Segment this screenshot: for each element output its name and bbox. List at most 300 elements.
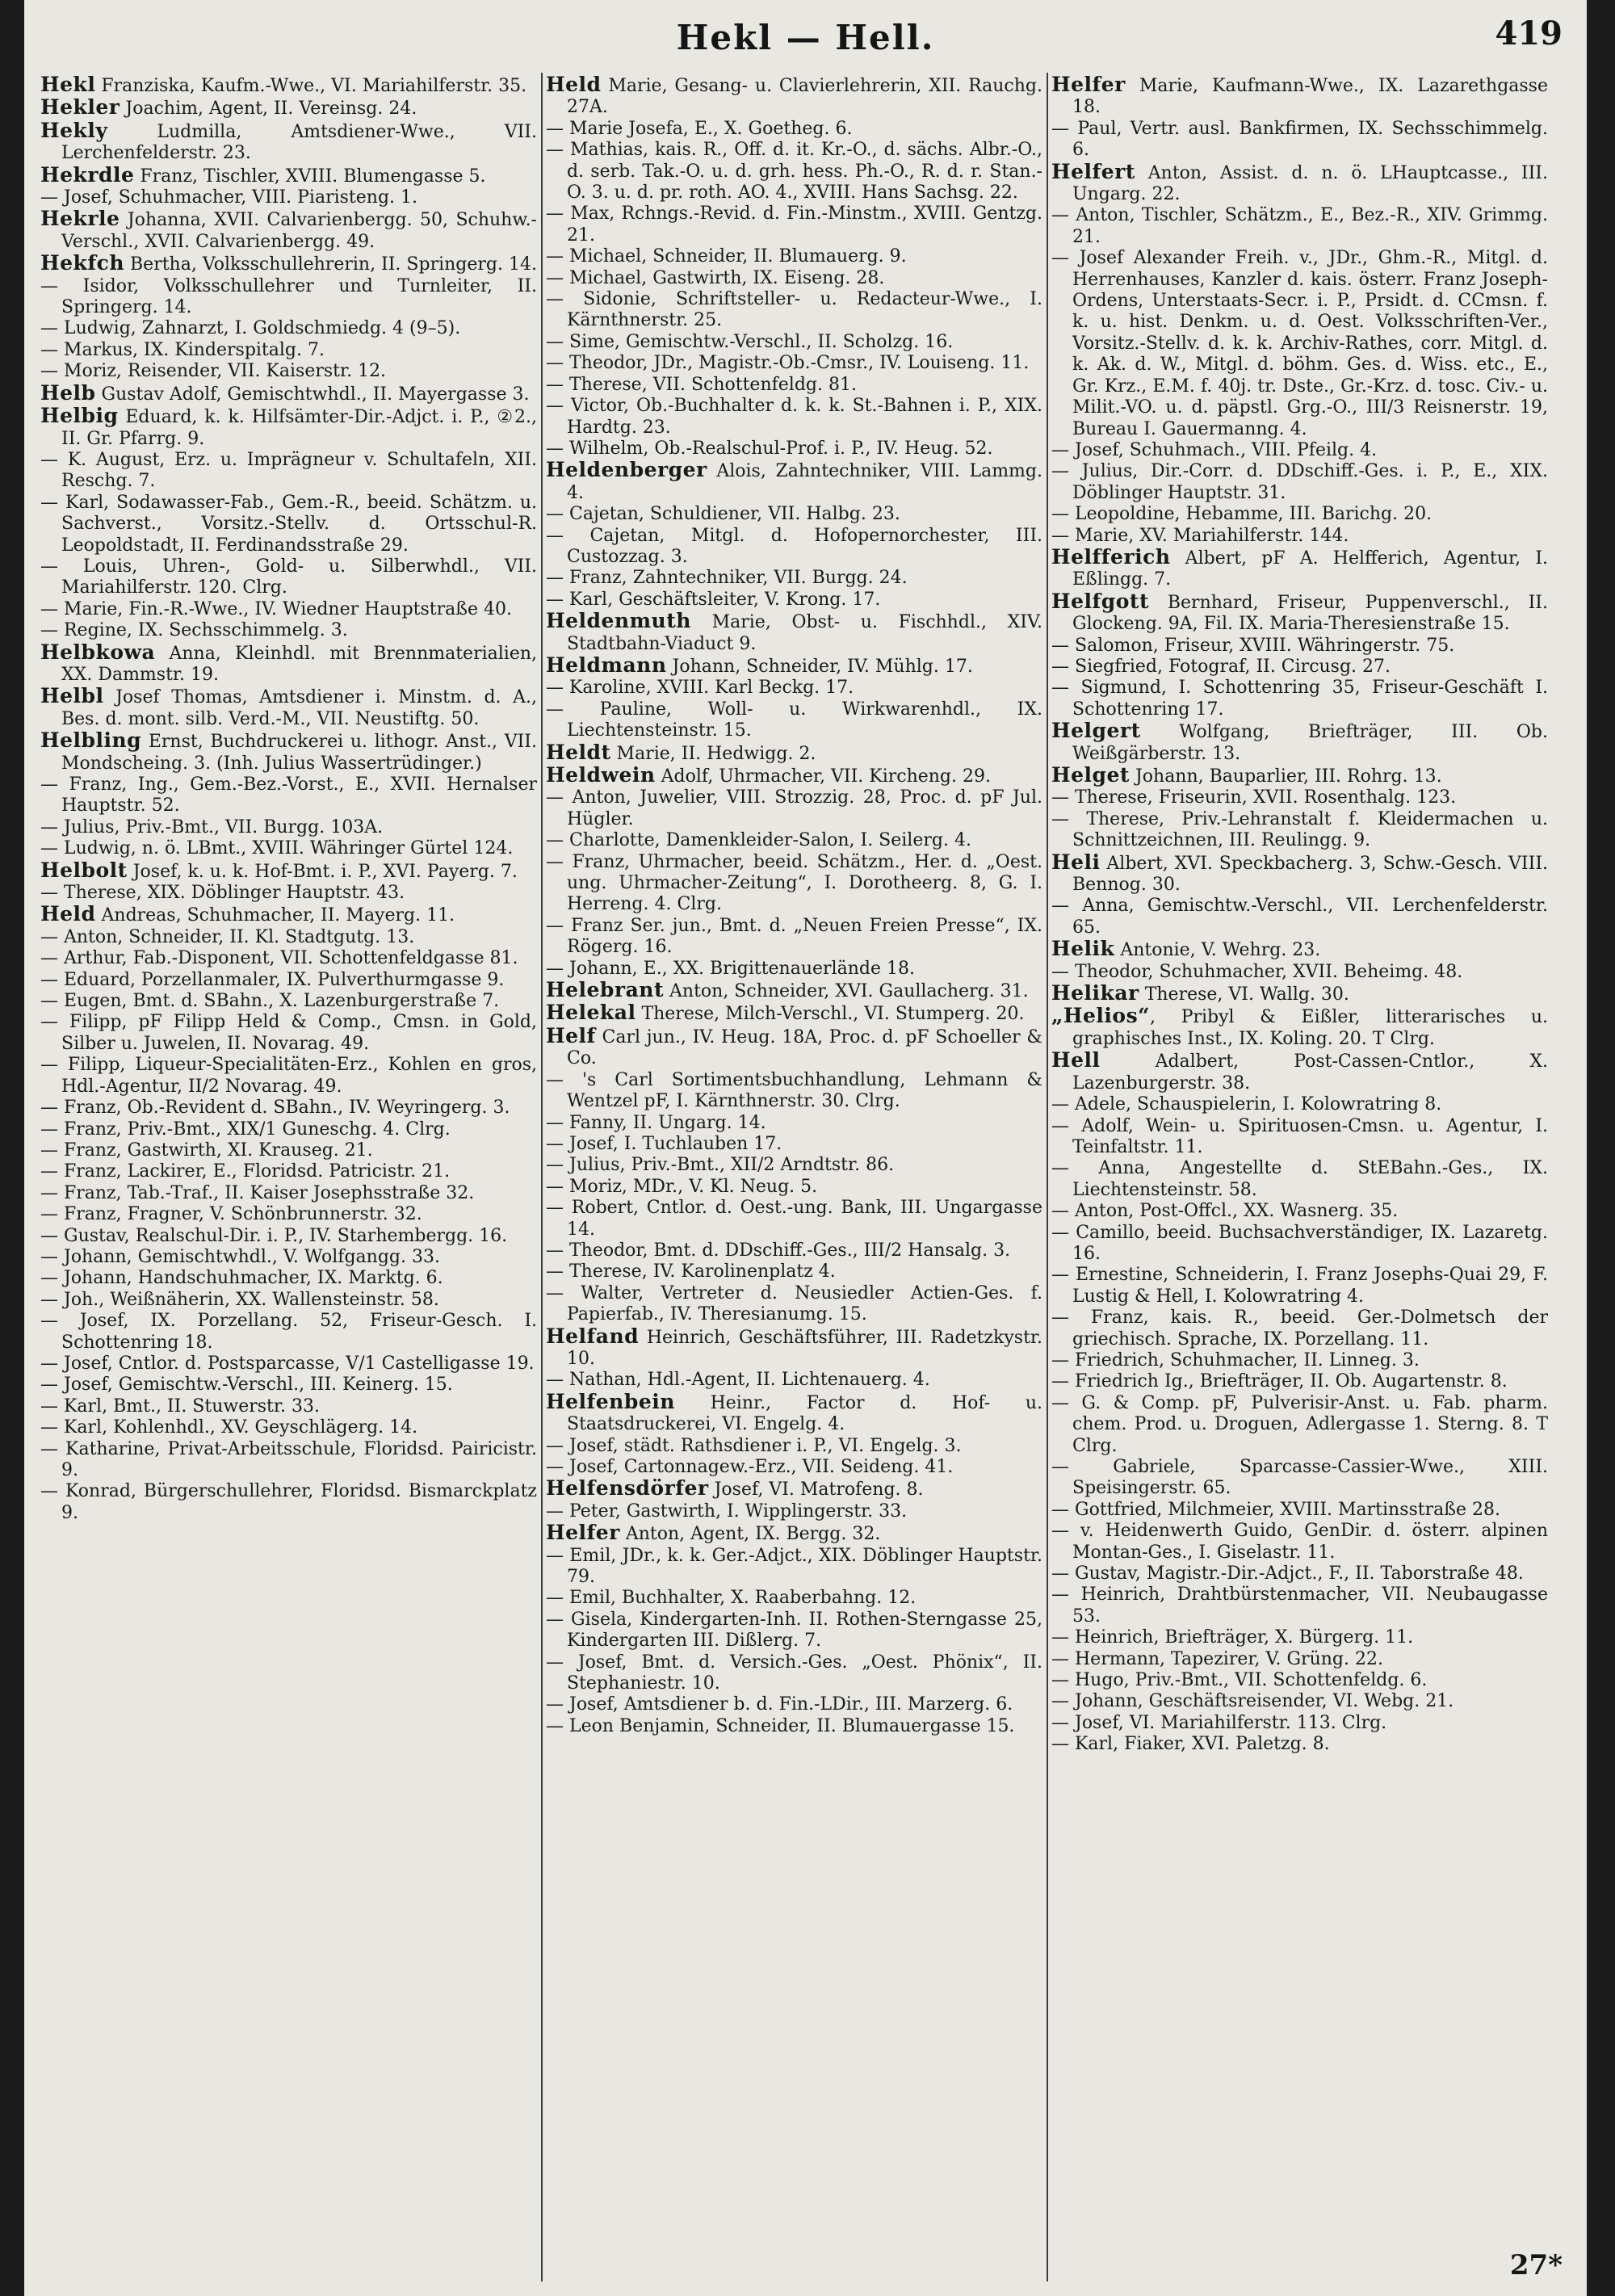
directory-entry (1051, 678, 1548, 720)
entry-text: — Therese, VII. Schottenfeldg. 81. (546, 374, 857, 395)
entry-text: — Michael, Schneider, II. Blumauerg. 9. (546, 246, 907, 267)
directory-entry (1051, 657, 1548, 678)
entry-surname: Helfenbein (546, 1389, 675, 1413)
entry-text: — Cajetan, Mitgl. d. Hofopernorchester, III. Custozzag. 3. (546, 525, 1042, 567)
entry-text: — Gustav, Realschul-Dir. i. P., IV. Starhembergg. 16. (40, 1225, 508, 1246)
entry-text: — Franz, Priv.-Bmt., XIX/1 Guneschg. 4. Clrg. (40, 1119, 451, 1140)
entry-text: — K. August, Erz. u. Imprägneur v. Schultafeln, XII. Reschg. 7. (40, 449, 537, 492)
directory-entry (546, 830, 1042, 851)
directory-entry (1051, 962, 1548, 983)
directory-entry (1051, 159, 1548, 206)
directory-entry (1051, 938, 1548, 961)
entry-surname: Helfert (1051, 159, 1135, 183)
entry-text: Johann, Bauparlier, III. Rohrg. 13. (1129, 766, 1442, 787)
entry-text: — Konrad, Bürgerschullehrer, Floridsd. Bismarckplatz 9. (40, 1481, 537, 1523)
directory-entry (546, 980, 1042, 1002)
entry-text: , Pribyl & Eißler, litterarisches u. graphisches Inst., IX. Koling. 20. T Clrg. (1072, 1007, 1548, 1049)
entry-text: — Karl, Kohlenhdl., XV. Geyschlägerg. 14. (40, 1417, 418, 1438)
entry-text: — Theodor, Schuhmacher, XVII. Beheimg. 48. (1051, 961, 1463, 982)
directory-entry (1051, 1005, 1548, 1050)
directory-entry (40, 74, 537, 97)
entry-text: — Cajetan, Schuldiener, VII. Halbg. 23. (546, 504, 900, 525)
entry-surname: Heldenmuth (546, 609, 691, 633)
entry-text: — Franz, Ing., Gem.-Bez.-Vorst., E., XVII. Hernalser Hauptstr. 52. (40, 774, 537, 816)
entry-text: — Josef, Cartonnagew.-Erz., VII. Seideng. 41. (546, 1457, 954, 1477)
directory-entry (40, 970, 537, 991)
entry-surname: Hekl (40, 73, 96, 96)
directory-entry (40, 556, 537, 599)
directory-entry (1051, 1265, 1548, 1308)
entry-text: — Franz, Uhrmacher, beeid. Schätzm., Her. d. „Oest. ung. Uhrmacher-Zeitung“, I. Dorotheerg. 8, G. I. Herreng. 4. Clrg. (546, 851, 1042, 915)
directory-entry (546, 1716, 1042, 1737)
entry-text: Adolf, Uhrmacher, VII. Kircheng. 29. (655, 766, 991, 787)
entry-text: Antonie, V. Wehrg. 23. (1114, 940, 1321, 961)
entry-text: — Anton, Juwelier, VIII. Strozzig. 28, Proc. d. pF Jul. Hügler. (546, 787, 1042, 829)
directory-entry (40, 380, 537, 405)
entry-text: — Eugen, Bmt. d. SBahn., X. Lazenburgerstraße 7. (40, 991, 500, 1012)
directory-entry (1051, 1713, 1548, 1734)
entry-text: — Julius, Dir.-Corr. d. DDschiff.-Ges. i. P., E., XIX. Döblinger Hauptstr. 31. (1051, 461, 1548, 503)
entry-text: — Franz, Zahntechniker, VII. Burgg. 24. (546, 568, 908, 589)
directory-entry (1051, 1457, 1548, 1500)
entry-text: — Charlotte, Damenkleider-Salon, I. Seilerg. 4. (546, 830, 971, 851)
directory-entry (40, 599, 537, 620)
directory-entry (40, 817, 537, 838)
directory-entry (40, 1247, 537, 1268)
entry-text: Joachim, Agent, II. Vereinsg. 24. (120, 99, 417, 120)
directory-entry (546, 353, 1042, 374)
entry-text: — Gustav, Magistr.-Dir.-Adjct., F., II. Taborstraße 48. (1051, 1564, 1524, 1585)
entry-text: — Robert, Cntlor. d. Oest.-ung. Bank, III. Ungargasse 14. (546, 1198, 1042, 1240)
entry-text: Franz, Tischler, XVIII. Blumengasse 5. (134, 166, 486, 187)
entry-surname: Helfensdörfer (546, 1476, 709, 1501)
entry-text: — Anton, Tischler, Schätzm., E., Bez.-R., XIV. Grimmg. 21. (1051, 205, 1548, 247)
directory-entry (1051, 1116, 1548, 1159)
directory-entry (546, 1391, 1042, 1436)
directory-entry (1051, 440, 1548, 461)
directory-entry (1051, 1094, 1548, 1115)
entry-surname: Hekly (40, 118, 108, 142)
directory-entry (1051, 74, 1548, 119)
directory-entry (40, 208, 537, 253)
directory-entry (546, 74, 1042, 119)
entry-text: — Karl, Bmt., II. Stuwerstr. 33. (40, 1396, 320, 1417)
directory-entry (1051, 248, 1548, 440)
directory-entry (40, 1481, 537, 1524)
directory-entry (1051, 1564, 1548, 1585)
directory-entry (1051, 504, 1548, 525)
directory-entry (40, 686, 537, 730)
entry-text: — Friedrich, Schuhmacher, II. Linneg. 3. (1051, 1349, 1420, 1370)
page-header (24, 6, 1587, 63)
entry-text: — Franz, Ob.-Revident d. SBahn., IV. Weyringerg. 3. (40, 1098, 510, 1119)
directory-entry (546, 1155, 1042, 1176)
entry-text: — Emil, JDr., k. k. Ger.-Adjct., XIX. Döblinger Hauptstr. 79. (546, 1545, 1042, 1588)
entry-text: — Josef, Schuhmacher, VIII. Piaristeng. 1. (40, 187, 418, 208)
entry-text: — Wilhelm, Ob.-Realschul-Prof. i. P., IV. Heug. 52. (546, 438, 993, 459)
entry-surname: Helik (1051, 937, 1115, 961)
directory-entry (546, 439, 1042, 460)
directory-entry (546, 375, 1042, 396)
directory-entry (40, 253, 537, 275)
directory-entry (40, 1396, 537, 1417)
entry-text: — Josef, Gemischtw.-Verschl., III. Keinerg. 15. (40, 1375, 453, 1396)
column-2 (546, 74, 1042, 1737)
entry-text: Heinr., Factor d. Hof- u. Staatsdruckerei, VI. Engelg. 4. (567, 1392, 1042, 1435)
directory-entry (546, 1478, 1042, 1501)
entry-surname: Helbig (40, 404, 119, 428)
directory-entry (40, 1290, 537, 1311)
directory-entry (1051, 544, 1548, 591)
entry-text: — Mathias, kais. R., Off. d. it. Kr.-O., d. sächs. Albr.-O., d. serb. Tak.-O. u. d. grh. hess. Ph.-O., R. d. r. Stan.-O. 3. u. d. pr. roth. AO. 4., XVIII. Hans Sachsg. 22. (546, 140, 1042, 204)
entry-text: — Ludwig, Zahnarzt, I. Goldschmiedg. 4 (9–5). (40, 318, 461, 339)
directory-entry (40, 1161, 537, 1182)
directory-entry (546, 1610, 1042, 1652)
directory-entry (40, 493, 537, 556)
directory-entry (40, 620, 537, 641)
entry-text: — Karl, Sodawasser-Fab., Gem.-R., beeid. Schätzm. u. Sachverst., Vorsitz.-Stellv. d. Ortsschul-R. Leopoldstadt, II. Ferdinandsstraße 29. (40, 492, 537, 556)
column-3 (1051, 74, 1548, 1756)
entry-surname: Helb (40, 380, 96, 405)
entry-text: — Hermann, Tapezirer, V. Grüng. 22. (1051, 1648, 1383, 1669)
entry-text: — Fanny, II. Ungarg. 14. (546, 1112, 766, 1133)
entry-text: — Johann, Geschäftsreisender, VI. Webg. 21. (1051, 1691, 1454, 1712)
directory-entry (40, 1140, 537, 1161)
directory-entry (546, 1177, 1042, 1198)
directory-entry (546, 1198, 1042, 1240)
directory-entry (40, 948, 537, 969)
directory-entry (40, 1098, 537, 1119)
directory-entry (546, 1283, 1042, 1326)
directory-entry (1051, 1500, 1548, 1521)
directory-entry (546, 1652, 1042, 1695)
directory-entry (40, 276, 537, 319)
directory-entry (40, 162, 537, 187)
directory-entry (546, 1457, 1042, 1478)
entry-text: — Anna, Angestellte d. StEBahn.-Ges., IX. Liechtensteinstr. 58. (1051, 1158, 1548, 1200)
directory-entry (546, 140, 1042, 204)
directory-entry (546, 1240, 1042, 1261)
entry-surname: Helgert (1051, 719, 1141, 743)
directory-entry (546, 611, 1042, 655)
directory-entry (1051, 1158, 1548, 1201)
entry-surname: Hekrdle (40, 162, 135, 187)
directory-entry (40, 838, 537, 859)
entry-text: — Gottfried, Milchmeier, XVIII. Martinsstraße 28. (1051, 1499, 1500, 1520)
directory-entry (546, 1522, 1042, 1545)
directory-entry (546, 1134, 1042, 1155)
directory-entry (1051, 1585, 1548, 1627)
directory-entry (546, 268, 1042, 289)
entry-text: — Karoline, XVIII. Karl Beckg. 17. (546, 678, 854, 699)
page-number: 419 (1495, 15, 1563, 52)
directory-entry (40, 1204, 537, 1225)
entry-text: — Josef, Amtsdiener b. d. Fin.-LDir., III. Marzerg. 6. (546, 1694, 1013, 1715)
directory-entry (40, 1375, 537, 1396)
directory-entry (40, 927, 537, 948)
entry-surname: Helget (1051, 763, 1130, 787)
entry-text: — Sigmund, I. Schottenring 35, Friseur-Geschäft I. Schottenring 17. (1051, 678, 1548, 720)
entry-text: — Josef Alexander Freih. v., JDr., Ghm.-R., Mitgl. d. Herrenhauses, Kanzler d. kais. österr. Franz Joseph-Ordens, Unterstaats-Secr. i. P., Prsidt. d. CCmsn. f. k. u. hist. Denkm. u. d. Oest. Volksschriften-Ver., Vorsitz.-Stellv. d. k. k. Archiv-Rathes, corr. Mitgl. d. k. Ak. d. W., Mitgl. d. böhm. Ges. d. Wiss. etc., E., Gr. Krz., E.M. f. 40j. tr. Dste., Gr.-Krz. d. tosc. Civ.- u. Milit.-VO. u. d. päpstl. Grg.-O., III/3 Reisnerstr. 19, Bureau I. Gauermanng. 4. (1051, 248, 1548, 439)
entry-surname: Helfgott (1051, 589, 1150, 613)
entry-surname: Helbolt (40, 858, 128, 882)
entry-text: — Katharine, Privat-Arbeitsschule, Floridsd. Pairicistr. 9. (40, 1438, 537, 1480)
entry-text: — Johann, Gemischtwhdl., V. Wolfgangg. 33. (40, 1246, 440, 1267)
directory-entry (546, 699, 1042, 742)
directory-entry (1051, 119, 1548, 162)
entry-text: Josef Thomas, Amtsdiener i. Minstm. d. A., Bes. d. mont. silb. Verd.-M., VII. Neustiftg. 50. (61, 687, 537, 729)
entry-text: — Max, Rchngs.-Revid. d. Fin.-Minstm., XVIII. Gentzg. 21. (546, 204, 1042, 246)
directory-entry (1051, 591, 1548, 636)
entry-text: Marie, II. Hedwigg. 2. (610, 743, 816, 764)
entry-surname: Helikar (1051, 981, 1139, 1005)
directory-entry (546, 590, 1042, 611)
entry-text: — Sidonie, Schriftsteller- u. Redacteur-Wwe., I. Kärnthnerstr. 25. (546, 289, 1042, 331)
directory-entry (1051, 1691, 1548, 1712)
entry-text: — Marie, XV. Mariahilferstr. 144. (1051, 525, 1349, 546)
entry-text: — Siegfried, Fotograf, II. Circusg. 27. (1051, 656, 1391, 677)
directory-entry (1051, 720, 1548, 765)
entry-text: — Peter, Gastwirth, I. Wipplingerstr. 33. (546, 1501, 908, 1522)
entry-surname: Hekler (40, 95, 120, 120)
directory-entry (40, 405, 537, 450)
entry-text: Carl jun., IV. Heug. 18A, Proc. d. pF Schoeller & Co. (567, 1026, 1042, 1069)
directory-entry (1051, 1734, 1548, 1755)
entry-surname: Helfferich (1051, 544, 1171, 569)
entry-text: — Leopoldine, Hebamme, III. Barichg. 20. (1051, 504, 1433, 525)
directory-entry (1051, 1201, 1548, 1222)
entry-text: Anton, Schneider, XVI. Gaullacherg. 31. (664, 981, 1029, 1002)
entry-text: — Josef, VI. Mariahilferstr. 113. Clrg. (1051, 1712, 1387, 1733)
entry-surname: Hell (1051, 1048, 1101, 1072)
entry-text: — Filipp, Liqueur-Specialitäten-Erz., Kohlen en gros, Hdl.-Agentur, II/2 Novarag. 49. (40, 1055, 537, 1097)
entry-text: — Ernestine, Schneiderin, I. Franz Josephs-Quai 29, F. Lustig & Hell, I. Kolowratring 4. (1051, 1265, 1548, 1307)
entry-text: Josef, VI. Matrofeng. 8. (708, 1480, 924, 1501)
entry-surname: Helekal (546, 1001, 636, 1025)
directory-entry (546, 1023, 1042, 1070)
entry-text: — Michael, Gastwirth, IX. Eiseng. 28. (546, 267, 885, 288)
entry-text: Marie, Kaufmann-Wwe., IX. Lazarethgasse 18. (1072, 76, 1548, 118)
entry-surname: Helebrant (546, 978, 665, 1002)
entry-text: — Josef, IX. Porzellang. 52, Friseur-Gesch. I. Schottenring 18. (40, 1311, 537, 1353)
directory-entry (546, 460, 1042, 504)
entry-text: — Victor, Ob.-Buchhalter d. k. k. St.-Bahnen i. P., XIX. Hardtg. 23. (546, 396, 1042, 438)
entry-text: Andreas, Schuhmacher, II. Mayerg. 11. (95, 905, 455, 926)
directory-entry (546, 204, 1042, 246)
sheet-signature: 27* (1509, 2249, 1563, 2281)
entry-text: — Hugo, Priv.-Bmt., VII. Schottenfeldg. 6. (1051, 1670, 1428, 1691)
entry-surname: Held (546, 73, 602, 96)
entry-text: Ludmilla, Amtsdiener-Wwe., VII. Lerchenfelderstr. 23. (61, 121, 537, 164)
entry-text: — Friedrich Ig., Briefträger, II. Ob. Augartenstr. 8. (1051, 1371, 1508, 1392)
directory-entry (1051, 765, 1548, 787)
entry-surname: „Helios“ (1051, 1004, 1151, 1028)
directory-entry (546, 332, 1042, 353)
entry-text: — Markus, IX. Kinderspitalg. 7. (40, 339, 325, 360)
directory-entry (546, 1113, 1042, 1134)
entry-text: — Karl, Fiaker, XVI. Paletzg. 8. (1051, 1734, 1330, 1755)
entry-text: — Johann, Handschuhmacher, IX. Marktg. 6. (40, 1268, 443, 1289)
directory-entry (546, 1070, 1042, 1113)
entry-text: Johanna, XVII. Calvarienbergg. 50, Schuhw.-Verschl., XVII. Calvarienbergg. 49. (61, 210, 537, 252)
entry-surname: Heldwein (546, 763, 656, 787)
directory-entry (546, 396, 1042, 439)
directory-entry (1051, 1521, 1548, 1564)
entry-text: — Salomon, Friseur, XVIII. Währingerstr. 75. (1051, 635, 1455, 656)
directory-entry (40, 991, 537, 1012)
entry-text: — Therese, Priv.-Lehranstalt f. Kleidermachen u. Schnittzeichnen, III. Reulingg. 9. (1051, 808, 1548, 851)
entry-text: — Heinrich, Briefträger, X. Bürgerg. 11. (1051, 1627, 1414, 1648)
entry-text: — Isidor, Volksschullehrer und Turnleiter, II. Springerg. 14. (40, 275, 537, 318)
directory-entry (546, 1002, 1042, 1025)
entry-surname: Helbkowa (40, 640, 156, 664)
directory-entry (1051, 852, 1548, 896)
entry-surname: Heldt (546, 740, 611, 764)
entry-text: — Franz, Tab.-Traf., II. Kaiser Josephsstraße 32. (40, 1182, 475, 1203)
entry-text: Anton, Agent, IX. Bergg. 32. (619, 1524, 881, 1545)
directory-entry (40, 450, 537, 493)
entry-surname: Heldenberger (546, 458, 707, 482)
entry-text: — G. & Comp. pF, Pulverisir-Anst. u. Fab. pharm. chem. Prod. u. Droguen, Adlergasse 1. Sterng. 8. T Clrg. (1051, 1392, 1548, 1456)
entry-text: — Heinrich, Drahtbürstenmacher, VII. Neubaugasse 53. (1051, 1585, 1548, 1627)
entry-text: — Eduard, Porzellanmaler, IX. Pulverthurmgasse 9. (40, 969, 505, 990)
entry-text: — Johann, E., XX. Brigittenauerlände 18. (546, 958, 915, 979)
entry-text: — Anna, Gemischtw.-Verschl., VII. Lerchenfelderstr. 65. (1051, 896, 1548, 938)
entry-text: Anton, Assist. d. n. ö. LHauptcasse., III. Ungarg. 22. (1072, 162, 1548, 205)
entry-text: Alois, Zahntechniker, VIII. Lammg. 4. (567, 461, 1042, 503)
directory-entry (546, 289, 1042, 332)
directory-entry (40, 730, 537, 774)
column-rule (541, 73, 543, 2281)
entry-text: — Camillo, beeid. Buchsachverständiger, IX. Lazaretg. 16. (1051, 1222, 1548, 1264)
entry-surname: Helbling (40, 728, 142, 753)
directory-entry (40, 860, 537, 883)
directory-entry (40, 1226, 537, 1247)
entry-text: — Anton, Post-Offcl., XX. Wasnerg. 35. (1051, 1201, 1399, 1222)
directory-entry (1051, 205, 1548, 248)
directory-entry (546, 526, 1042, 569)
directory-entry (1051, 983, 1548, 1005)
entry-surname: Helfer (546, 1521, 620, 1545)
entry-surname: Hekfch (40, 251, 125, 275)
directory-entry (40, 1268, 537, 1289)
entry-text: — v. Heidenwerth Guido, GenDir. d. österr. alpinen Montan-Ges., I. Giselastr. 11. (1051, 1521, 1548, 1563)
directory-entry (1051, 461, 1548, 504)
entry-text: — Pauline, Woll- u. Wirkwarenhdl., IX. Liechtensteinstr. 15. (546, 699, 1042, 741)
entry-text: — Gisela, Kindergarten-Inh. II. Rothen-Sterngasse 25, Kindergarten III. Dißlerg. 7. (546, 1609, 1042, 1652)
entry-text: — Sime, Gemischtw.-Verschl., II. Scholzg. 16. (546, 331, 954, 352)
entry-text: — Josef, städt. Rathsdiener i. P., VI. Engelg. 3. (546, 1435, 962, 1456)
directory-entry (546, 916, 1042, 959)
directory-entry (1051, 1223, 1548, 1266)
entry-text: — Moriz, Reisender, VII. Kaiserstr. 12. (40, 361, 387, 382)
entry-text: — Franz, Fragner, V. Schönbrunnerstr. 32. (40, 1204, 422, 1225)
entry-text: — Adele, Schauspielerin, I. Kolowratring 8. (1051, 1094, 1442, 1115)
column-1 (40, 74, 537, 1524)
entry-text: — Anton, Schneider, II. Kl. Stadtgutg. 13. (40, 926, 415, 947)
directory-entry (1051, 1350, 1548, 1371)
entry-text: — Louis, Uhren-, Gold- u. Silberwhdl., VII. Mariahilferstr. 120. Clrg. (40, 556, 537, 598)
directory-entry (40, 1311, 537, 1354)
directory-entry (546, 1588, 1042, 1609)
directory-entry (1051, 1393, 1548, 1457)
column-rule (1047, 73, 1048, 2281)
entry-text: — Arthur, Fab.-Disponent, VII. Schottenfeldgasse 81. (40, 948, 518, 969)
directory-entry (546, 1501, 1042, 1522)
directory-entry (546, 1694, 1042, 1715)
entry-text: Eduard, k. k. Hilfsämter-Dir.-Adjct. i. P., ②2., II. Gr. Pfarrg. 9. (61, 407, 537, 449)
entry-text: Josef, k. u. k. Hof-Bmt. i. P., XVI. Payerg. 7. (127, 861, 518, 882)
entry-text: Albert, XVI. Speckbacherg. 3, Schw.-Gesch. VIII. Bennog. 30. (1072, 853, 1548, 896)
directory-entry (40, 1119, 537, 1140)
entry-text: — Emil, Buchhalter, X. Raaberbahng. 12. (546, 1588, 917, 1609)
entry-text: Franziska, Kaufm.-Wwe., VI. Mariahilferstr. 35. (95, 76, 527, 96)
entry-surname: Helfer (1051, 73, 1126, 96)
directory-entry (546, 246, 1042, 267)
directory-entry (1051, 1649, 1548, 1670)
entry-text: Marie, Obst- u. Fischhdl., XIV. Stadtbahn-Viaduct 9. (567, 612, 1042, 654)
entry-text: — Karl, Geschäftsleiter, V. Krong. 17. (546, 589, 881, 610)
entry-text: — Ludwig, n. ö. LBmt., XVIII. Währinger Gürtel 124. (40, 838, 514, 859)
entry-text: — Adolf, Wein- u. Spirituosen-Cmsn. u. Agentur, I. Teinfaltstr. 11. (1051, 1115, 1548, 1157)
directory-entry (546, 655, 1042, 678)
directory-entry (40, 1354, 537, 1375)
entry-text: Ernst, Buchdruckerei u. lithogr. Anst., VII. Mondscheing. 3. (Inh. Julius Wassertrüdinger.) (61, 732, 537, 774)
entry-text: — Theodor, Bmt. d. DDschiff.-Ges., III/2 Hansalg. 3. (546, 1240, 1011, 1261)
entry-text: — Paul, Vertr. ausl. Bankfirmen, IX. Sechsschimmelg. 6. (1051, 118, 1548, 161)
entry-text: — Josef, Cntlor. d. Postsparcasse, V/1 Castelligasse 19. (40, 1353, 535, 1374)
entry-text: — Leon Benjamin, Schneider, II. Blumauergasse 15. (546, 1715, 1015, 1736)
directory-entry (1051, 1050, 1548, 1094)
directory-entry (546, 852, 1042, 916)
directory-entry (546, 568, 1042, 589)
directory-entry (1051, 526, 1548, 547)
entry-text: — Filipp, pF Filipp Held & Comp., Cmsn. in Gold, Silber u. Juwelen, II. Novarag. 49. (40, 1012, 537, 1054)
directory-entry (1051, 636, 1548, 657)
entry-surname: Held (40, 902, 96, 926)
entry-text: — Marie Josefa, E., X. Goetheg. 6. (546, 118, 853, 139)
entry-text: — Walter, Vertreter d. Neusiedler Actien-Ges. f. Papierfab., IV. Theresianumg. 15. (546, 1282, 1042, 1325)
directory-entry (40, 1055, 537, 1098)
directory-entry (40, 642, 537, 686)
directory-entry (1051, 1670, 1548, 1691)
entry-text: — Josef, Bmt. d. Versich.-Ges. „Oest. Phönix“, II. Stephaniestr. 10. (546, 1652, 1042, 1694)
directory-entry (546, 1370, 1042, 1391)
directory-entry (40, 1417, 537, 1438)
entry-text: — Therese, Friseurin, XVII. Rosenthalg. 123. (1051, 787, 1457, 808)
directory-page (24, 0, 1587, 2296)
entry-text: — Franz, kais. R., beeid. Ger.-Dolmetsch der griechisch. Sprache, IX. Porzellang. 11. (1051, 1308, 1548, 1349)
entry-text: Wolfgang, Briefträger, III. Ob. Weißgärberstr. 13. (1072, 722, 1548, 764)
directory-entry (546, 678, 1042, 699)
directory-entry (1051, 787, 1548, 808)
entry-text: — Regine, IX. Sechsschimmelg. 3. (40, 620, 348, 641)
directory-entry (40, 340, 537, 361)
entry-text: — Josef, Schuhmach., VIII. Pfeilg. 4. (1051, 439, 1378, 460)
directory-entry (40, 904, 537, 926)
directory-entry (546, 1261, 1042, 1282)
directory-entry (40, 1439, 537, 1482)
entry-surname: Heldmann (546, 653, 667, 677)
entry-text: Therese, VI. Wallg. 30. (1139, 984, 1349, 1005)
directory-entry (1051, 1308, 1548, 1350)
entry-text: — Therese, IV. Karolinenplatz 4. (546, 1261, 836, 1282)
entry-text: — Joh., Weißnäherin, XX. Wallensteinstr. 58. (40, 1289, 439, 1310)
directory-entry (546, 959, 1042, 980)
directory-entry (40, 774, 537, 817)
entry-text: Albert, pF A. Helfferich, Agentur, I. Eßlingg. 7. (1072, 548, 1548, 590)
entry-surname: Helbl (40, 684, 104, 708)
